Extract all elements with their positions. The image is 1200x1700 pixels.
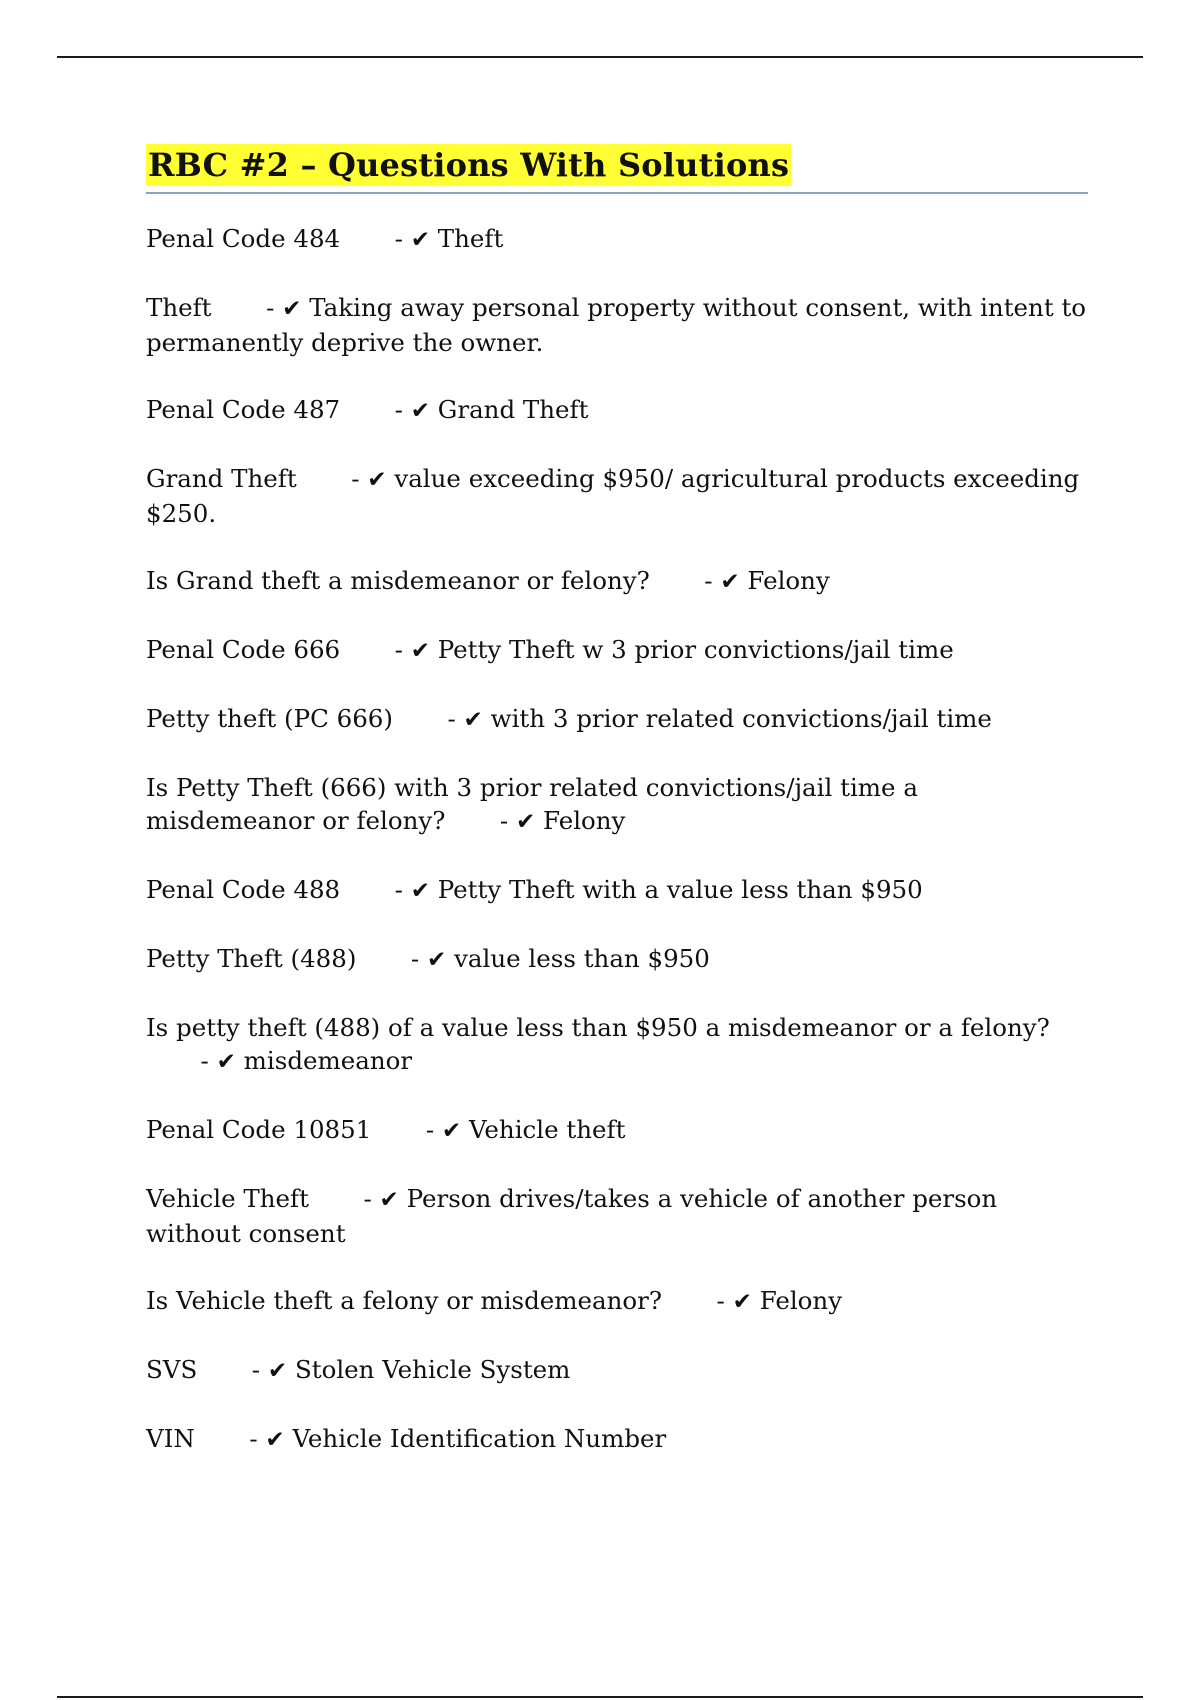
check-icon: ✔ <box>515 809 536 835</box>
qa-item <box>146 564 1088 599</box>
check-icon: ✔ <box>410 638 430 664</box>
bottom-page-rule <box>57 1696 1143 1698</box>
check-icon: ✔ <box>379 1187 399 1213</box>
qa-term: Petty theft (PC 666) <box>146 704 393 733</box>
qa-item <box>146 222 1088 257</box>
check-icon: ✔ <box>267 1358 288 1384</box>
check-icon: ✔ <box>427 947 447 973</box>
qa-answer: Person drives/takes a vehicle of another person without consent <box>146 1184 998 1248</box>
qa-item <box>146 462 1088 530</box>
dash-separator: - <box>394 875 403 904</box>
qa-term: SVS <box>146 1355 198 1384</box>
qa-term: Penal Code 488 <box>146 875 341 904</box>
document-body <box>146 144 1088 1491</box>
qa-term: Vehicle Theft <box>146 1184 309 1213</box>
qa-item <box>146 771 1088 839</box>
qa-item <box>146 393 1088 428</box>
qa-term: Is Vehicle theft a felony or misdemeanor? <box>146 1286 663 1315</box>
qa-answer: Felony <box>543 806 626 835</box>
qa-term: VIN <box>146 1424 195 1453</box>
qa-answer: Stolen Vehicle System <box>294 1355 571 1384</box>
dash-separator: - <box>266 293 275 322</box>
dash-separator: - <box>425 1115 435 1144</box>
dash-separator: - <box>351 464 360 493</box>
qa-item <box>146 942 1088 977</box>
qa-term: Penal Code 487 <box>146 395 341 424</box>
qa-item <box>146 633 1088 668</box>
qa-item <box>146 1353 1088 1388</box>
dash-separator: - <box>249 1424 258 1453</box>
qa-term: Grand Theft <box>146 464 297 493</box>
qa-answer: Vehicle theft <box>468 1115 626 1144</box>
top-page-rule <box>57 56 1143 58</box>
dash-separator: - <box>251 1355 261 1384</box>
qa-answer: value exceeding $950/ agricultural products exceeding $250. <box>146 464 1080 528</box>
qa-item <box>146 1284 1088 1319</box>
dash-separator: - <box>394 395 403 424</box>
dash-separator: - <box>447 704 456 733</box>
qa-term: Theft <box>146 293 212 322</box>
check-icon: ✔ <box>463 707 483 733</box>
qa-item <box>146 1113 1088 1148</box>
qa-answer: misdemeanor <box>243 1046 413 1075</box>
check-icon: ✔ <box>216 1049 236 1075</box>
dash-separator: - <box>410 944 420 973</box>
qa-answer: Taking away personal property without consent, with intent to permanently deprive the owner. <box>146 293 1087 357</box>
dash-separator: - <box>704 566 713 595</box>
qa-term: Penal Code 666 <box>146 635 341 664</box>
qa-answer: Grand Theft <box>437 395 589 424</box>
qa-term: Petty Theft (488) <box>146 944 357 973</box>
dash-separator: - <box>499 806 509 835</box>
qa-term: Is Petty Theft (666) with 3 prior related convictions/jail time a misdemeanor or felony? <box>146 773 918 835</box>
check-icon: ✔ <box>410 878 430 904</box>
qa-answer: with 3 prior related convictions/jail time <box>490 704 992 733</box>
qa-term: Is Grand theft a misdemeanor or felony? <box>146 566 650 595</box>
dash-separator: - <box>363 1184 372 1213</box>
check-icon: ✔ <box>282 296 302 322</box>
qa-item <box>146 1182 1088 1250</box>
qa-term: Penal Code 10851 <box>146 1115 372 1144</box>
qa-answer: Theft <box>437 224 504 253</box>
qa-item <box>146 1422 1088 1457</box>
check-icon: ✔ <box>441 1118 462 1144</box>
qa-item <box>146 291 1088 359</box>
check-icon: ✔ <box>410 398 430 424</box>
qa-item <box>146 1011 1088 1079</box>
check-icon: ✔ <box>720 569 740 595</box>
title-block <box>146 144 1088 194</box>
qa-answer: Felony <box>747 566 830 595</box>
document-title: RBC #2 – Questions With Solutions <box>148 146 790 184</box>
check-icon: ✔ <box>367 467 387 493</box>
check-icon: ✔ <box>265 1427 285 1453</box>
check-icon: ✔ <box>410 227 430 253</box>
qa-answer: value less than $950 <box>454 944 710 973</box>
check-icon: ✔ <box>732 1289 752 1315</box>
dash-separator: - <box>394 635 403 664</box>
qa-term: Penal Code 484 <box>146 224 341 253</box>
qa-item <box>146 873 1088 908</box>
qa-item <box>146 702 1088 737</box>
dash-separator: - <box>200 1046 209 1075</box>
dash-separator: - <box>394 224 403 253</box>
qa-answer: Vehicle Identification Number <box>292 1424 667 1453</box>
qa-answer: Petty Theft with a value less than $950 <box>437 875 923 904</box>
qa-answer: Petty Theft w 3 prior convictions/jail time <box>437 635 954 664</box>
qa-answer: Felony <box>759 1286 843 1315</box>
dash-separator: - <box>716 1286 725 1315</box>
qa-list <box>146 222 1088 1457</box>
qa-term: Is petty theft (488) of a value less than $950 a misdemeanor or a felony? <box>146 1013 1050 1042</box>
